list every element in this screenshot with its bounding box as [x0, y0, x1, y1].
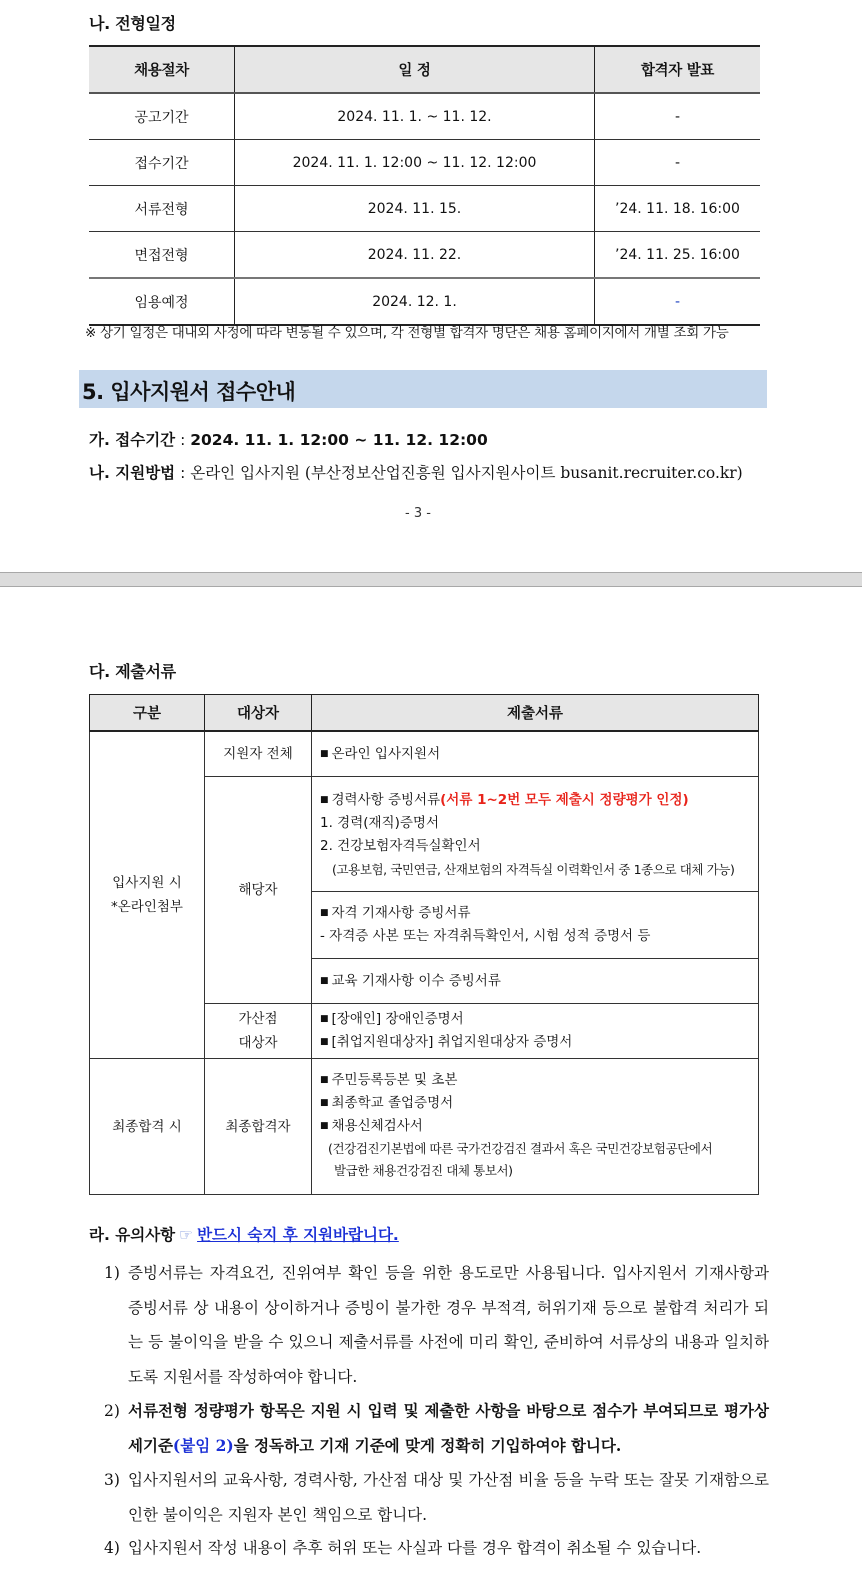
target-label: 대상자	[238, 1035, 278, 1051]
section5-title: 5. 입사지원서 접수안내	[82, 380, 296, 404]
doc-text: 교육 기재사항 이수 증빙서류	[331, 972, 501, 989]
method-value: 온라인 입사지원 (부산정보산업진흥원 입사지원사이트 busanit.recruiter.co.kr)	[190, 464, 743, 482]
annex-reference: (붙임 2)	[172, 1435, 234, 1455]
header-category: 구분	[90, 695, 205, 732]
doc-text: 채용신체검사서	[331, 1118, 423, 1134]
item-number: 3)	[104, 1471, 120, 1489]
period-value: 2024. 11. 1. 12:00 ~ 11. 12. 12:00	[190, 431, 488, 449]
doc-subnote: 발급한 채용건강검진 대체 통보서)	[334, 1163, 513, 1178]
header-step: 채용절차	[89, 46, 235, 93]
cell-step: 공고기간	[89, 93, 235, 140]
career-emphasis-note: (서류 1~2번 모두 제출시 정량평가 인정)	[440, 792, 689, 808]
table-row	[89, 93, 760, 140]
table-row	[89, 278, 760, 325]
application-period	[89, 428, 488, 450]
caution-section-title	[89, 1223, 399, 1245]
bullet-square-icon: ■	[320, 795, 329, 805]
header-documents: 제출서류	[312, 695, 759, 732]
method-sep: :	[175, 464, 191, 482]
cell-category-final: 최종합격 시	[90, 1059, 205, 1195]
table-row	[89, 186, 760, 232]
page-separator	[0, 572, 862, 587]
cell-step: 임용예정	[89, 278, 235, 325]
caution-item-2	[104, 1394, 769, 1463]
category-label: 입사지원 시	[112, 875, 182, 891]
table-row	[90, 731, 759, 777]
cell-announce: -	[595, 278, 761, 325]
item-text	[128, 1394, 769, 1463]
cell-date: 2024. 11. 15.	[235, 186, 595, 232]
cell-announce: ’24. 11. 25. 16:00	[595, 232, 761, 279]
cell-date: 2024. 12. 1.	[235, 278, 595, 325]
category-sublabel: *온라인첨부	[111, 899, 183, 915]
cell-target-relevant: 해당자	[205, 777, 312, 1004]
item-text-part: 서류전형 정량평가 항목은 지원 시 입력 및 제출한 사항을 바탕으로 점수가 부여되므로 평가상세기준	[128, 1401, 769, 1455]
bullet-square-icon: ■	[320, 1098, 329, 1108]
caution-title-text: 라. 유의사항	[89, 1226, 176, 1244]
doc-text: 경력사항 증빙서류	[331, 792, 441, 808]
item-number: 2)	[104, 1402, 120, 1420]
bullet-square-icon: ■	[320, 748, 329, 759]
caution-item-4	[104, 1531, 769, 1566]
documents-header-row	[90, 695, 759, 732]
cell-target-all: 지원자 전체	[205, 731, 312, 777]
period-sep: :	[175, 431, 191, 449]
documents-section-title: 다. 제출서류	[89, 662, 176, 681]
doc-subnote: (고용보험, 국민연금, 산재보험의 자격득실 이력확인서 중 1종으로 대체 가능)	[332, 862, 735, 877]
cell-doc-all	[312, 731, 759, 777]
target-label: 가산점	[238, 1011, 278, 1027]
schedule-header-row	[89, 46, 760, 93]
schedule-table	[89, 45, 760, 326]
pointing-hand-icon: ☞	[179, 1226, 194, 1244]
header-target: 대상자	[205, 695, 312, 732]
doc-subnote: - 자격증 사본 또는 자격취득확인서, 시험 성적 증명서 등	[320, 928, 651, 944]
cell-step: 서류전형	[89, 186, 235, 232]
bullet-square-icon: ■	[320, 1014, 329, 1024]
cell-doc-bonus	[312, 1004, 759, 1059]
documents-table	[89, 694, 759, 1195]
bullet-square-icon: ■	[320, 1121, 329, 1131]
cell-doc-final	[312, 1059, 759, 1195]
item-text-part: 을 정독하고 기재 기준에 맞게 정확히 기입하여야 합니다.	[233, 1435, 622, 1455]
doc-text: 자격 기재사항 증빙서류	[331, 905, 471, 921]
doc-text: 최종학교 졸업증명서	[331, 1095, 454, 1111]
application-method	[89, 461, 743, 483]
table-row	[90, 1059, 759, 1195]
item-number: 1)	[104, 1264, 120, 1282]
bullet-square-icon: ■	[320, 1037, 329, 1047]
cell-announce: ’24. 11. 18. 16:00	[595, 186, 761, 232]
cell-target-bonus	[205, 1004, 312, 1059]
item-text: 입사지원서의 교육사항, 경력사항, 가산점 대상 및 가산점 비율 등을 누락 또는 잘못 기재함으로 인한 불이익은 지원자 본인 책임으로 합니다.	[128, 1471, 769, 1524]
cell-doc-education	[312, 959, 759, 1004]
cell-date: 2024. 11. 1. 12:00 ~ 11. 12. 12:00	[235, 140, 595, 186]
cell-target-final: 최종합격자	[205, 1059, 312, 1195]
cell-step: 접수기간	[89, 140, 235, 186]
item-text: 입사지원서 작성 내용이 추후 허위 또는 사실과 다를 경우 합격이 취소될 수 있습니다.	[128, 1539, 702, 1557]
table-row	[89, 232, 760, 279]
doc-text: [장애인] 장애인증명서	[331, 1011, 464, 1027]
cell-category-application	[90, 731, 205, 1059]
header-announce: 합격자 발표	[595, 46, 761, 93]
header-date: 일 정	[235, 46, 595, 93]
doc-text: [취업지원대상자] 취업지원대상자 증명서	[331, 1034, 573, 1050]
cell-announce: -	[595, 93, 761, 140]
cell-step: 면접전형	[89, 232, 235, 279]
page-number: - 3 -	[405, 506, 431, 521]
caution-item-1	[104, 1256, 769, 1394]
cell-doc-career	[312, 777, 759, 892]
item-text: 증빙서류는 자격요건, 진위여부 확인 등을 위한 용도로만 사용됩니다. 입사지원서 기재사항과 증빙서류 상 내용이 상이하거나 증빙이 불가한 경우 부적격, 허위기재 등으로 불합격 처리가 되는 등 불이익을 받을 수 있으니 제출서류를 사전에 미리 확인, 준비하여 서류상의 내용과 일치하도록 지원서를 작성하여야 합니다.	[128, 1264, 769, 1386]
table-row	[89, 140, 760, 186]
cell-date: 2024. 11. 22.	[235, 232, 595, 279]
doc-subnote: (건강검진기본법에 따른 국가건강검진 결과서 혹은 국민건강보험공단에서	[328, 1141, 713, 1156]
cell-doc-license	[312, 892, 759, 959]
cell-date: 2024. 11. 1. ~ 11. 12.	[235, 93, 595, 140]
doc-text: 주민등록등본 및 초본	[331, 1072, 458, 1088]
schedule-section-title: 나. 전형일정	[89, 14, 176, 33]
item-number: 4)	[104, 1539, 120, 1557]
bullet-square-icon: ■	[320, 908, 329, 918]
caution-emphasis-link[interactable]: 반드시 숙지 후 지원바랍니다.	[197, 1226, 399, 1244]
doc-subitem: 2. 건강보험자격득실확인서	[320, 838, 481, 854]
doc-subitem: 1. 경력(재직)증명서	[320, 815, 439, 831]
caution-item-3	[104, 1463, 769, 1532]
bullet-square-icon: ■	[320, 1075, 329, 1085]
period-label: 가. 접수기간	[89, 431, 176, 449]
method-label: 나. 지원방법	[89, 464, 176, 482]
cell-announce: -	[595, 140, 761, 186]
schedule-note: ※ 상기 일정은 대내외 사정에 따라 변동될 수 있으며, 각 전형별 합격자 명단은 채용 홈페이지에서 개별 조회 가능	[85, 325, 729, 341]
bullet-square-icon: ■	[320, 975, 329, 986]
doc-text: 온라인 입사지원서	[331, 745, 441, 762]
